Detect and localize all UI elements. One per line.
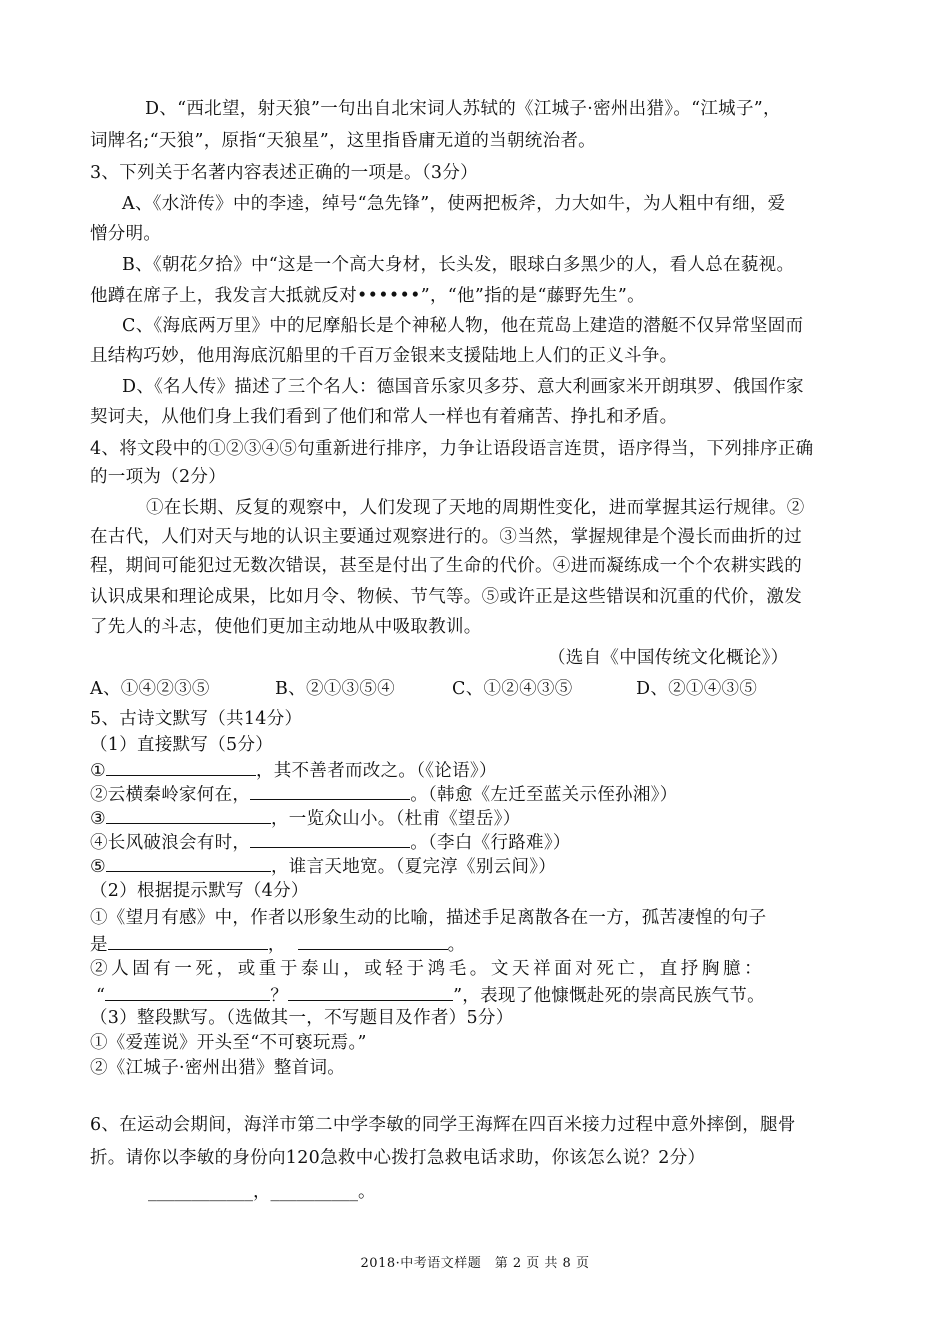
q5-line4 <box>90 829 571 855</box>
q4-stem-line2: 的一项为（2分） <box>90 467 227 487</box>
q5-write-option1: ①《爱莲说》开头至“不可亵玩焉。” <box>90 1033 367 1053</box>
q4-option-d: D、②①④③⑤ <box>636 679 758 699</box>
q5-part2-title: （2）根据提示默写（4分） <box>90 881 309 901</box>
q5-line5-prefix: ⑤ <box>90 857 106 877</box>
q4-option-b: B、②①③⑤④ <box>275 679 395 699</box>
q5-hint1-blank2[interactable] <box>298 931 448 950</box>
q5-hint1: ①《望月有感》中，作者以形象生动的比喻，描述手足离散各在一方，孤苦凄惶的句子 <box>90 908 767 928</box>
q4-passage-line2: 在古代，人们对天与地的认识主要通过观察进行的。③当然，掌握规律是个漫长而曲折的过 <box>90 527 802 547</box>
q2-option-d-line1: D、“西北望，射天狼”一句出自北宋词人苏轼的《江城子·密州出猎》。“江城子”， <box>145 99 781 119</box>
q5-line5 <box>90 853 556 879</box>
q5-line3-suffix: ，一览众山小。（杜甫《望岳》） <box>271 809 521 829</box>
q5-line1-suffix: ，其不善者而改之。（《论语》） <box>256 761 497 781</box>
q3-option-d-line2: 契诃夫，从他们身上我们看到了他们和常人一样也有着痛苦、挣扎和矛盾。 <box>90 407 678 427</box>
q5-line1-blank[interactable] <box>106 757 256 776</box>
page-footer: 2018·中考语文样题 第 2 页 共 8 页 <box>360 1256 590 1271</box>
q5-line2 <box>90 781 678 807</box>
q4-option-c: C、①②④③⑤ <box>452 679 573 699</box>
q5-hint1-blank1[interactable] <box>108 931 268 950</box>
q6-stem-line1: 6、在运动会期间，海洋市第二中学李敏的同学王海辉在四百米接力过程中意外摔倒，腿骨 <box>90 1115 796 1135</box>
q3-option-a-line1: A、《水浒传》中的李逵，绰号“急先锋”，使两把板斧，力大如牛，为人粗中有细，爱 <box>122 194 786 214</box>
q5-line1-prefix: ① <box>90 761 106 781</box>
q5-line1 <box>90 757 497 783</box>
q5-line2-suffix: 。（韩愈《左迁至蓝关示侄孙湘》） <box>410 785 678 805</box>
q5-hint2-question-mark: ？ <box>270 986 289 1006</box>
q5-hint1-period: 。 <box>447 935 466 955</box>
q4-passage-line1: ①在长期、反复的观察中，人们发现了天地的周期性变化，进而掌握其运行规律。② <box>146 498 805 518</box>
q5-hint2-blank2[interactable] <box>288 982 453 1001</box>
q5-line4-prefix: ④长风破浪会有时， <box>90 833 251 853</box>
q5-line4-blank[interactable] <box>250 829 410 848</box>
q5-line5-blank[interactable] <box>106 853 271 872</box>
q4-option-a: A、①④②③⑤ <box>90 679 210 699</box>
q5-line2-blank[interactable] <box>250 781 410 800</box>
q5-hint2: ②人固有一死，或重于泰山，或轻于鸿毛。文天祥面对死亡，直抒胸臆： <box>90 959 766 979</box>
q5-hint1-comma: ， <box>267 935 286 955</box>
q5-line3-blank[interactable] <box>106 805 271 824</box>
q4-stem-line1: 4、将文段中的①②③④⑤句重新进行排序，力争让语段语言连贯，语序得当，下列排序正确 <box>90 439 814 459</box>
q5-hint2-suffix: ”，表现了他慷慨赴死的崇高民族气节。 <box>453 986 765 1006</box>
q5-part3-title: （3）整段默写。（选做其一，不写题目及作者）5分） <box>90 1008 514 1028</box>
q4-source: （选自《中国传统文化概论》） <box>548 648 789 668</box>
q5-line3-prefix: ③ <box>90 809 106 829</box>
q3-option-c-line1: C、《海底两万里》中的尼摩船长是个神秘人物，他在荒岛上建造的潜艇不仅异常坚固而 <box>122 316 804 336</box>
q5-line4-suffix: 。（李白《行路难》） <box>410 833 571 853</box>
q5-hint2-open-quote: “ <box>96 986 106 1006</box>
q4-passage-line3: 程，期间可能犯过无数次错误，甚至是付出了生命的代价。④进而凝练成一个个农耕实践的 <box>90 556 802 576</box>
q5-hint1-answer-prefix: 是 <box>90 935 108 955</box>
q3-option-c-line2: 且结构巧妙，他用海底沉船里的千百万金银来支援陆地上人们的正义斗争。 <box>90 346 678 366</box>
q4-passage-line5: 了先人的斗志，使他们更加主动地从中吸取教训。 <box>90 617 482 637</box>
q3-option-b-line2: 他蹲在席子上，我发言大抵就反对••••••”，“他”指的是“藤野先生”。 <box>90 286 645 306</box>
q5-hint2-answer <box>90 982 765 1008</box>
q6-answer-blank[interactable]: ____________，__________。 <box>148 1182 376 1202</box>
q5-line2-prefix: ②云横秦岭家何在， <box>90 785 251 805</box>
q5-part1-title: （1）直接默写（5分） <box>90 735 274 755</box>
q5-write-option2: ②《江城子·密州出猎》整首词。 <box>90 1058 346 1078</box>
q2-option-d-line2: 词牌名;“天狼”，原指“天狼星”，这里指昏庸无道的当朝统治者。 <box>90 131 596 151</box>
q6-stem-line2: 折。请你以李敏的身份向120急救中心拨打急救电话求助，你该怎么说？2分） <box>90 1148 706 1168</box>
q5-hint1-answer <box>90 931 465 957</box>
q3-stem: 3、下列关于名著内容表述正确的一项是。（3分） <box>90 163 478 183</box>
q5-line5-suffix: ，谁言天地宽。（夏完淳《别云间》） <box>271 857 557 877</box>
q5-stem: 5、古诗文默写（共14分） <box>90 709 303 729</box>
q3-option-a-line2: 憎分明。 <box>90 224 162 244</box>
q5-hint2-blank1[interactable] <box>105 982 270 1001</box>
q5-line3 <box>90 805 521 831</box>
q3-option-d-line1: D、《名人传》描述了三个名人：德国音乐家贝多芬、意大利画家米开朗琪罗、俄国作家 <box>122 377 804 397</box>
q4-passage-line4: 认识成果和理论成果，比如月令、物候、节气等。⑤或许正是这些错误和沉重的代价，激发 <box>90 587 802 607</box>
q3-option-b-line1: B、《朝花夕拾》中“这是一个高大身材，长头发，眼球白多黑少的人，看人总在藐视。 <box>122 255 795 275</box>
